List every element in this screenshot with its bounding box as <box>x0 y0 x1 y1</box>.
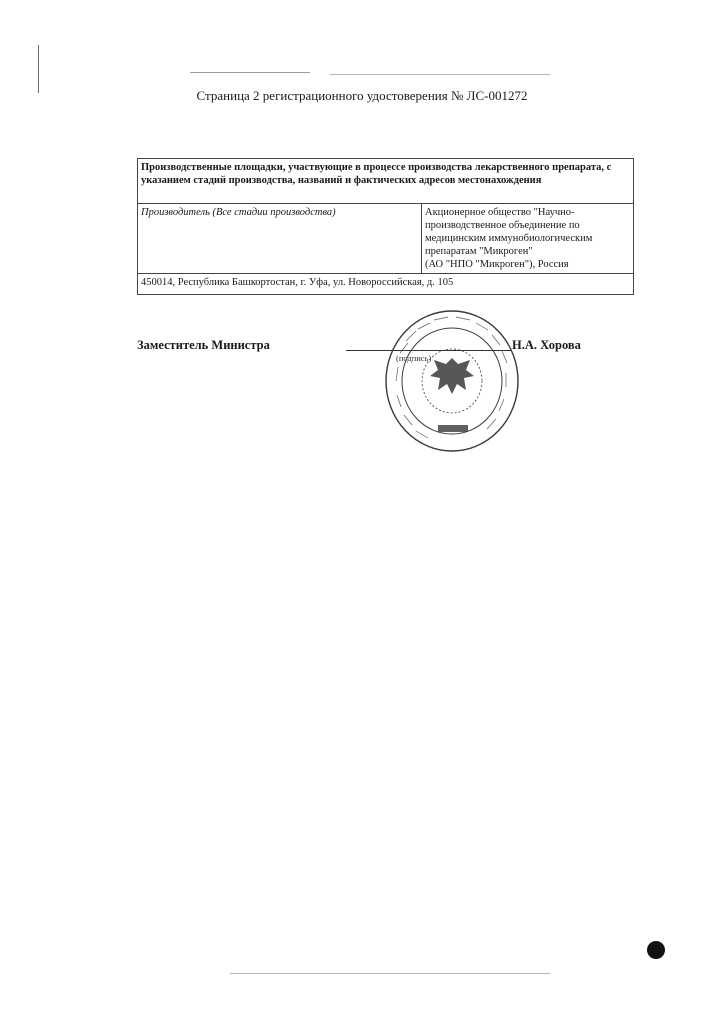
signatory-position: Заместитель Министра <box>137 338 270 352</box>
org-line: (АО "НПО "Микроген"), Россия <box>425 259 569 270</box>
production-sites-table <box>137 158 634 295</box>
org-line: препаратам "Микроген" <box>425 246 533 257</box>
scan-artifact-line <box>330 74 550 75</box>
org-line: медицинским иммунобиологическим <box>425 233 593 244</box>
page-header: Страница 2 регистрационного удостоверения № ЛС-001272 <box>196 88 528 103</box>
scan-margin-mark <box>38 45 39 93</box>
scan-dot-mark <box>647 941 665 959</box>
org-line: Акционерное общество "Научно- <box>425 207 575 218</box>
table-heading: Производственные площадки, участвующие в процессе производства лекарственного препарата, с указанием стадий производства, названий и фактических адресов местонахождения <box>138 159 634 204</box>
site-address: 450014, Республика Башкортостан, г. Уфа, ул. Новороссийская, д. 105 <box>138 274 634 295</box>
org-line: производственное объединение по <box>425 220 580 231</box>
signatory-name: Н.А. Хорова <box>512 338 581 352</box>
scan-artifact-line <box>230 973 550 974</box>
table-row <box>138 204 634 274</box>
manufacturer-organization <box>422 204 634 274</box>
manufacturer-role: Производитель (Все стадии производства) <box>138 204 422 274</box>
official-seal-icon <box>382 303 522 453</box>
scan-artifact-line <box>190 72 310 73</box>
signature-caption: (подпись) <box>396 353 432 363</box>
